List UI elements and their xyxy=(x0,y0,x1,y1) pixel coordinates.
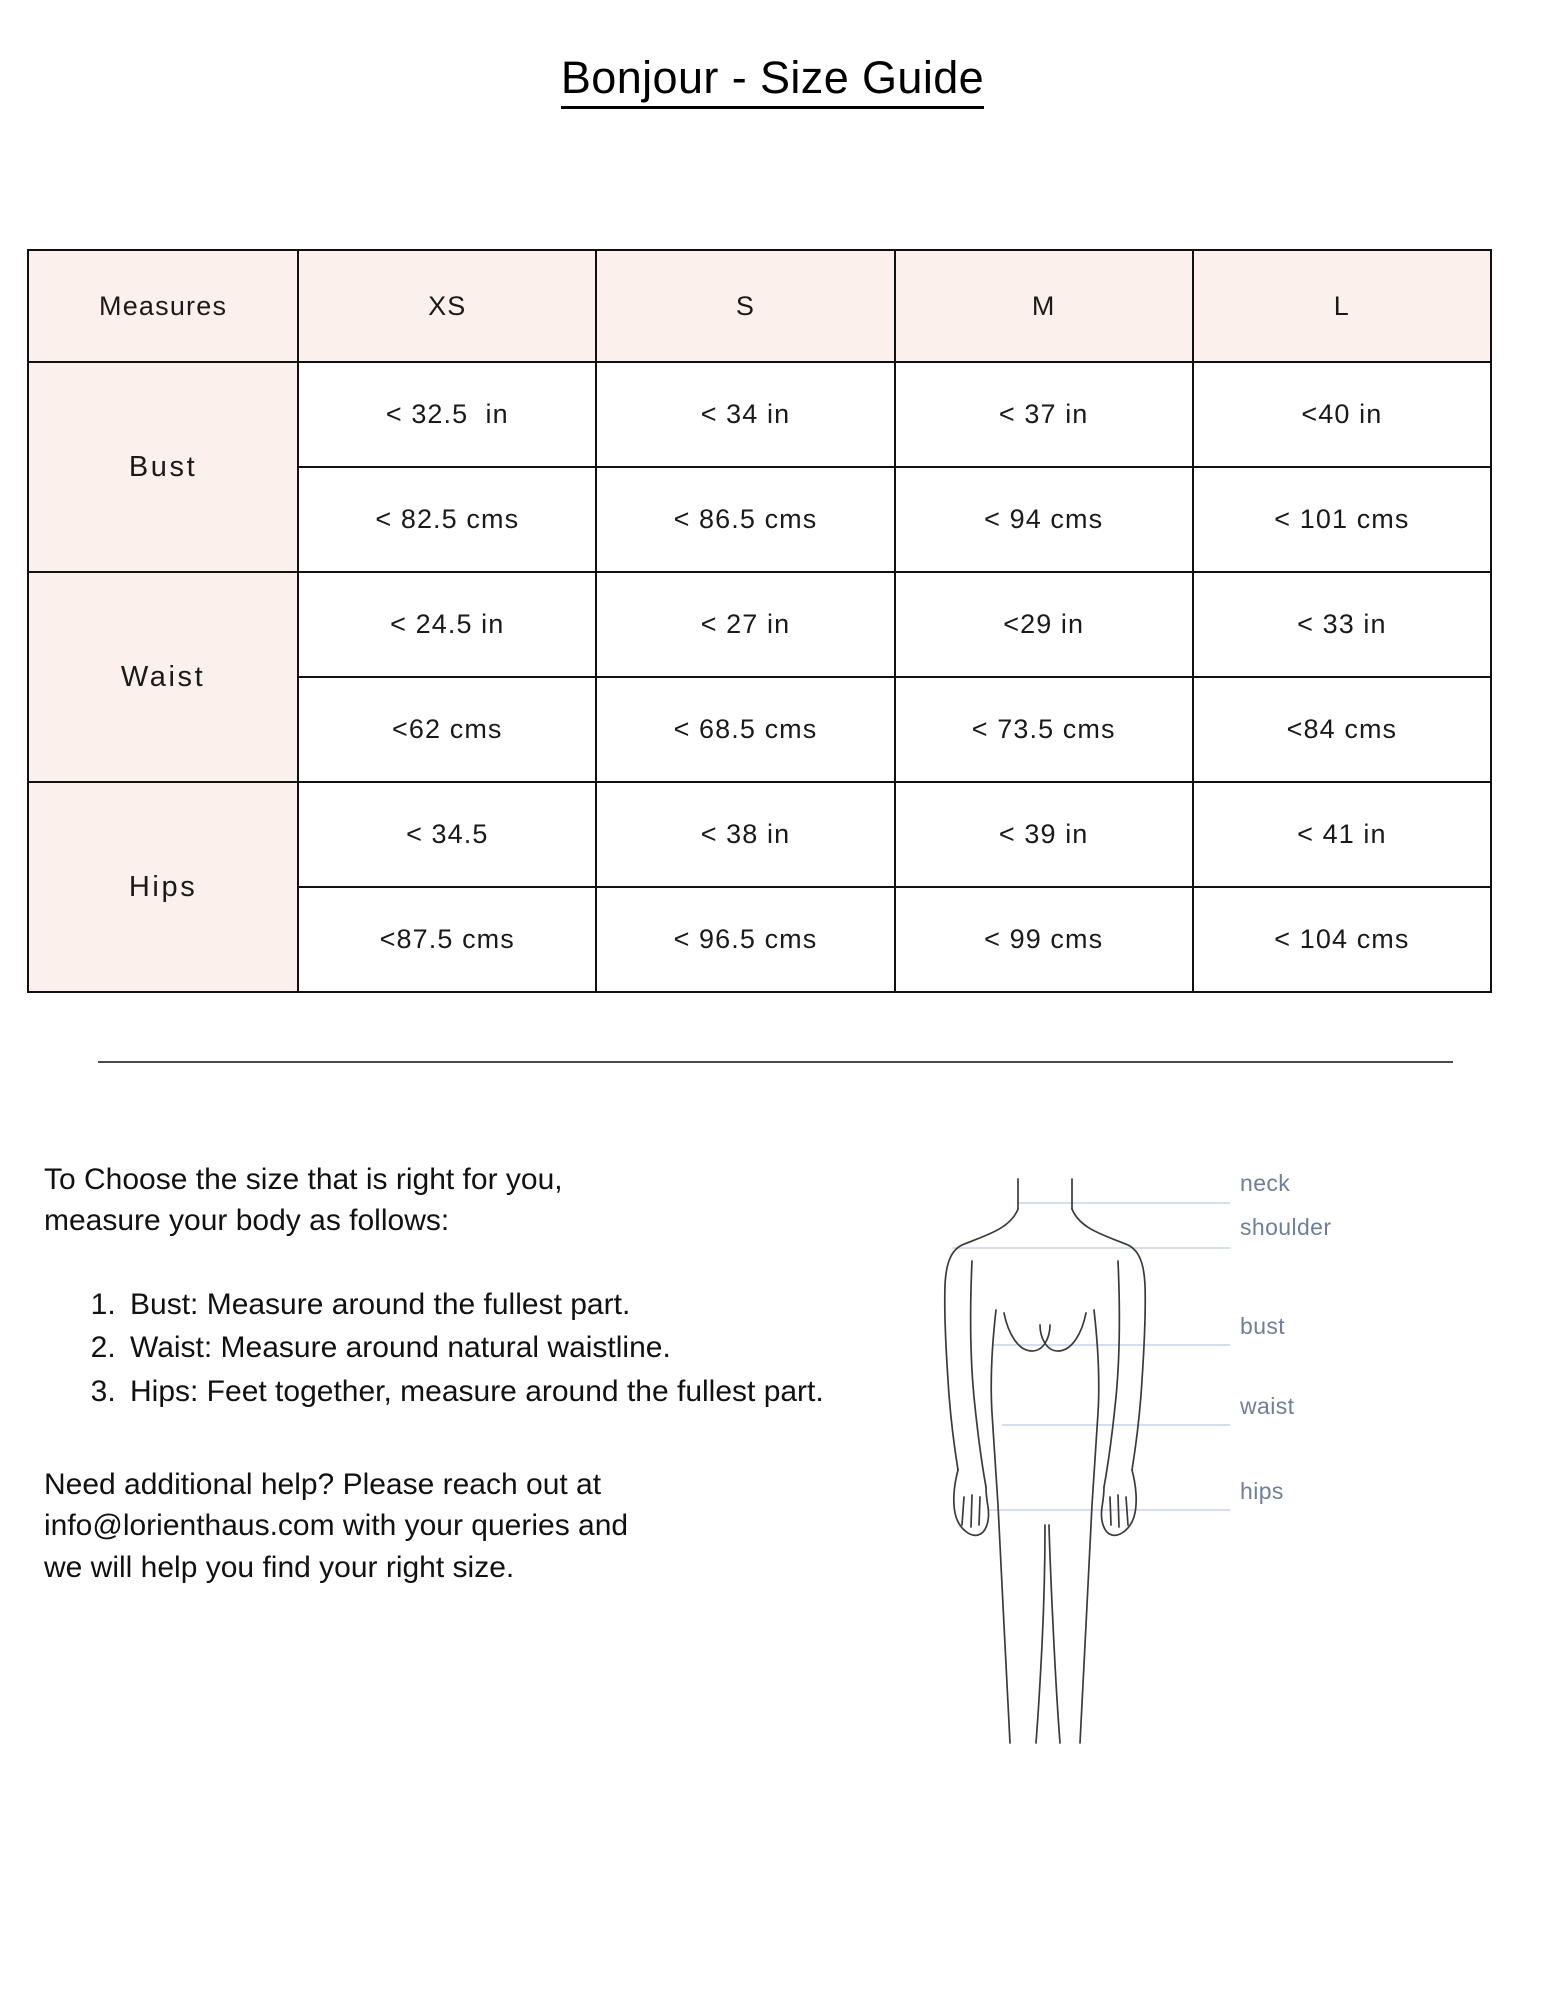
figure-label-neck: neck xyxy=(1240,1170,1291,1197)
figure-label-shoulder: shoulder xyxy=(1240,1214,1332,1241)
instructions-section xyxy=(0,1063,1545,1785)
cell-waist-m-cms: < 73.5 cms xyxy=(895,677,1193,782)
cell-waist-m-in: <29 in xyxy=(895,572,1193,677)
cell-bust-m-cms: < 94 cms xyxy=(895,467,1193,572)
figure-label-bust: bust xyxy=(1240,1313,1286,1340)
cell-waist-l-cms: <84 cms xyxy=(1193,677,1491,782)
measurement-guide-lines xyxy=(952,1203,1230,1510)
body-figure-svg xyxy=(900,1165,1460,1785)
table-row xyxy=(28,782,1491,887)
column-header-s: S xyxy=(596,250,894,362)
cell-waist-l-in: < 33 in xyxy=(1193,572,1491,677)
cell-bust-s-cms: < 86.5 cms xyxy=(596,467,894,572)
contact-line-1: Need additional help? Please reach out at xyxy=(44,1467,602,1501)
column-header-xs: XS xyxy=(298,250,596,362)
figure-label-hips: hips xyxy=(1240,1478,1284,1505)
page-title: Bonjour - Size Guide xyxy=(561,52,984,109)
cell-waist-xs-cms: <62 cms xyxy=(298,677,596,782)
cell-bust-xs-cms: < 82.5 cms xyxy=(298,467,596,572)
table-row xyxy=(28,362,1491,467)
cell-hips-m-cms: < 99 cms xyxy=(895,887,1193,992)
instructions-copy xyxy=(0,1159,900,1588)
cell-hips-xs-in: < 34.5 xyxy=(298,782,596,887)
cell-waist-xs-in: < 24.5 in xyxy=(298,572,596,677)
cell-bust-l-in: <40 in xyxy=(1193,362,1491,467)
intro-line-2: measure your body as follows: xyxy=(44,1204,450,1238)
cell-bust-l-cms: < 101 cms xyxy=(1193,467,1491,572)
cell-bust-xs-in: < 32.5 in xyxy=(298,362,596,467)
column-header-measures: Measures xyxy=(28,250,298,362)
contact-line-3: we will help you find your right size. xyxy=(44,1550,515,1584)
column-header-m: M xyxy=(895,250,1193,362)
cell-hips-m-in: < 39 in xyxy=(895,782,1193,887)
contact-paragraph xyxy=(44,1464,900,1588)
size-chart-table xyxy=(27,249,1492,993)
cell-hips-l-cms: < 104 cms xyxy=(1193,887,1491,992)
cell-hips-xs-cms: <87.5 cms xyxy=(298,887,596,992)
title-bar xyxy=(0,0,1545,139)
cell-waist-s-cms: < 68.5 cms xyxy=(596,677,894,782)
list-item: 2. Waist: Measure around natural waistline. xyxy=(124,1327,900,1368)
table-row xyxy=(28,572,1491,677)
body-outline xyxy=(945,1179,1146,1743)
cell-hips-l-in: < 41 in xyxy=(1193,782,1491,887)
list-item: 3. Hips: Feet together, measure around the fullest part. xyxy=(124,1371,900,1412)
cell-waist-s-in: < 27 in xyxy=(596,572,894,677)
table-header-row xyxy=(28,250,1491,362)
cell-bust-s-in: < 34 in xyxy=(596,362,894,467)
size-table-section xyxy=(0,139,1545,993)
contact-line-2: info@lorienthaus.com with your queries and xyxy=(44,1509,629,1543)
body-measurement-diagram xyxy=(900,1159,1500,1785)
column-header-l: L xyxy=(1193,250,1491,362)
row-label-waist: Waist xyxy=(28,572,298,782)
intro-line-1: To Choose the size that is right for you, xyxy=(44,1163,563,1197)
figure-label-waist: waist xyxy=(1240,1393,1295,1420)
measurement-steps-list xyxy=(44,1284,900,1412)
row-label-hips: Hips xyxy=(28,782,298,992)
cell-hips-s-in: < 38 in xyxy=(596,782,894,887)
cell-bust-m-in: < 37 in xyxy=(895,362,1193,467)
row-label-bust: Bust xyxy=(28,362,298,572)
cell-hips-s-cms: < 96.5 cms xyxy=(596,887,894,992)
list-item: 1. Bust: Measure around the fullest part. xyxy=(124,1284,900,1325)
